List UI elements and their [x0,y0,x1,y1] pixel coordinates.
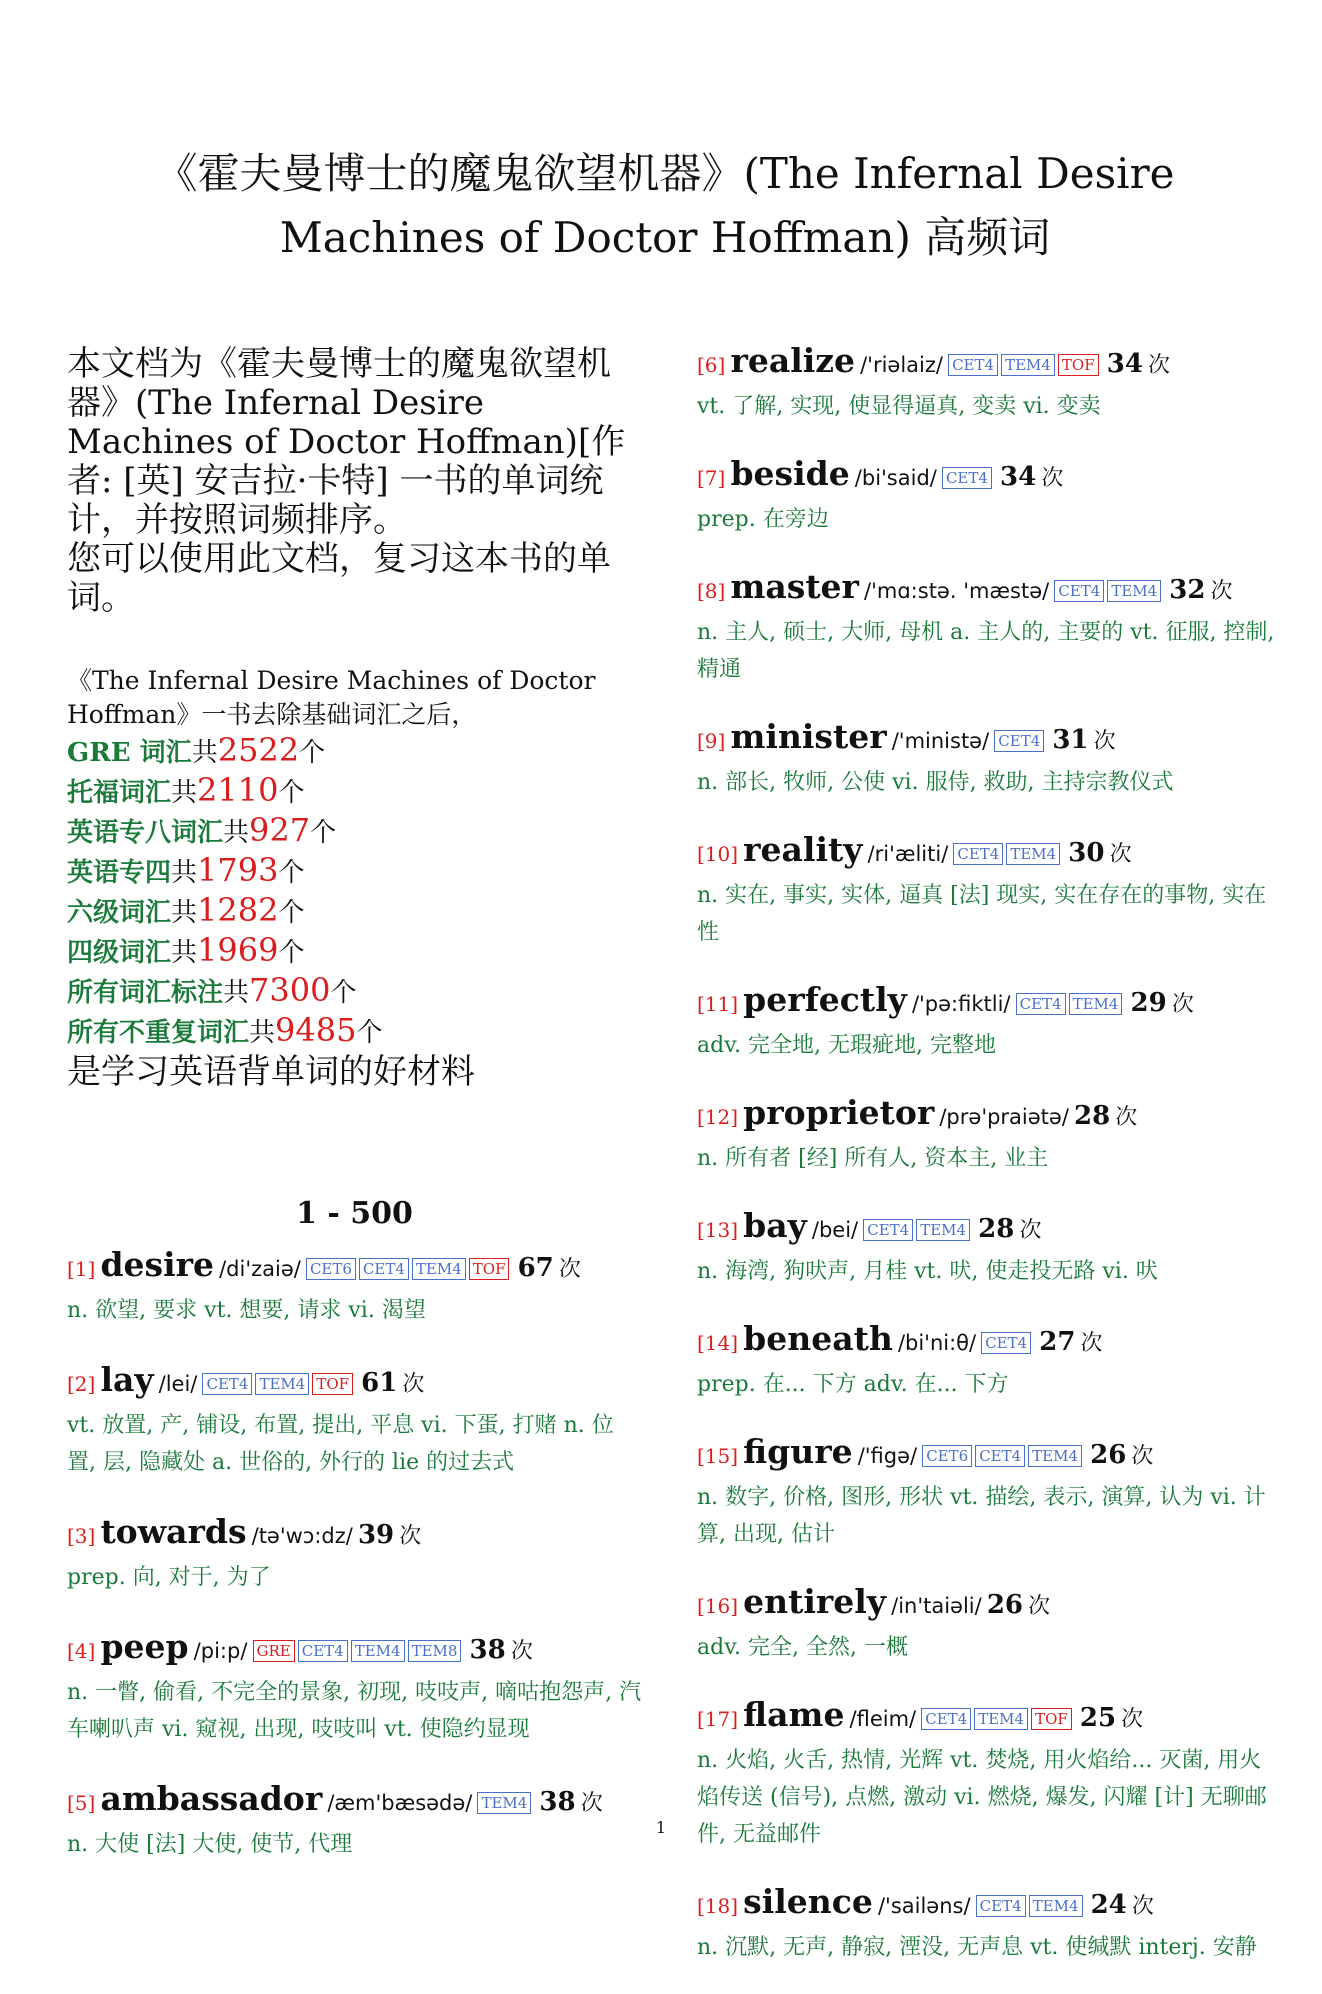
count-unit: 次 [1171,992,1194,1017]
entry-index: [3] [67,1524,96,1548]
entry-count: 61 [361,1368,398,1398]
level-tag: TOF [1058,354,1099,376]
stats-connector: 共 [171,778,198,808]
level-tag: TEM4 [1029,1895,1083,1917]
entry-index: [14] [697,1331,739,1355]
level-tag: TEM4 [351,1640,405,1662]
entry-head [697,453,1277,501]
intro-paragraph-1: 本文档为《霍夫曼博士的魔鬼欲望机器》(The Infernal Desire Machines of Doctor Hoffman)[作者: [英] 安吉拉·卡特] 一书的单词统计，并按照词频排序。 [67,344,626,540]
stats-unit: 个 [356,1018,383,1048]
entry-definition: n. 大使 [法] 大使, 使节, 代理 [67,1832,353,1857]
page-number: 1 [655,1818,667,1837]
entry-count: 38 [469,1635,506,1665]
entry-definition: prep. 在旁边 [697,507,829,532]
stats-number: 1969 [197,931,279,969]
intro-text [67,345,642,618]
stats-number: 2522 [217,731,300,769]
entry-count: 26 [1090,1440,1127,1470]
stats-number: 1793 [197,851,279,889]
stats-connector: 共 [249,1018,276,1048]
entry-count: 38 [539,1787,576,1817]
entry-index: [5] [67,1791,96,1815]
entry-count: 25 [1079,1703,1117,1733]
entry-pronunciation: /in'taiəli/ [891,1594,982,1618]
entry-word: beside [730,454,850,493]
entry-pronunciation: /tə'wɔ:dz/ [251,1524,353,1548]
entry-word: master [730,567,859,606]
entry-definition: adv. 完全地, 无瑕疵地, 完整地 [697,1033,996,1058]
count-unit: 次 [1148,353,1171,378]
stats-unit: 个 [278,898,305,928]
entry-count: 30 [1068,838,1105,868]
level-tag: CET4 [1016,993,1066,1015]
entry-definition: n. 所有者 [经] 所有人, 资本主, 业主 [697,1146,1049,1171]
right-entry-list [697,340,1277,1966]
entry-pronunciation: /bei/ [811,1218,859,1242]
level-tag: CET6 [922,1445,972,1467]
word-entry [697,1318,1277,1403]
level-tag: TEM4 [1028,1445,1082,1467]
stats-label: 四级词汇 [67,938,172,968]
entry-index: [9] [697,729,726,753]
count-unit: 次 [1080,1331,1103,1356]
vocab-stats [67,664,642,1092]
stats-label: GRE 词汇 [67,738,192,768]
entry-count: 26 [986,1590,1023,1620]
level-tag: TEM8 [408,1640,462,1662]
entry-pronunciation: /di'zaiə/ [219,1257,301,1281]
entry-pronunciation: /fleim/ [849,1707,917,1731]
entry-word: lay [100,1360,154,1399]
entry-head [697,340,1277,388]
word-entry [697,1881,1277,1966]
stats-number: 7300 [249,971,331,1009]
entry-pronunciation: /'pə:fiktli/ [911,992,1011,1016]
entry-head [67,1511,642,1559]
stats-row [67,1012,642,1052]
stats-row [67,892,642,932]
count-unit: 次 [1109,842,1132,867]
entry-definition: n. 部长, 牧师, 公使 vi. 服侍, 救助, 主持宗教仪式 [697,770,1174,795]
entry-index: [15] [697,1444,739,1468]
count-unit: 次 [399,1524,422,1549]
entry-head [697,1431,1277,1479]
entry-head [697,566,1277,614]
count-unit: 次 [1041,466,1064,491]
entry-head [697,1318,1277,1366]
entry-definition: n. 欲望, 要求 vt. 想要, 请求 vi. 渴望 [67,1298,426,1323]
word-entry [697,829,1277,951]
entry-count: 39 [357,1520,395,1550]
word-entry [697,716,1277,801]
page-title: 《霍夫曼博士的魔鬼欲望机器》(The Infernal Desire Machines of Doctor Hoffman) 高频词 [155,149,1175,262]
level-tag: CET4 [981,1332,1031,1354]
stats-unit: 个 [299,738,326,768]
stats-label: 所有不重复词汇 [67,1018,250,1048]
entry-head [67,1626,642,1674]
level-tag: TEM4 [1107,580,1161,602]
entry-word: ambassador [100,1779,323,1818]
entry-word: perfectly [743,980,907,1019]
entry-word: towards [100,1512,247,1551]
stats-connector: 共 [223,818,250,848]
count-unit: 次 [1115,1105,1138,1130]
level-tag: CET6 [306,1258,356,1280]
stats-rows [67,732,642,1052]
entry-index: [13] [697,1218,739,1242]
stats-connector: 共 [171,858,198,888]
entry-pronunciation: /bi'ni:θ/ [897,1331,977,1355]
word-entry [697,1581,1277,1666]
stats-connector: 共 [223,978,250,1008]
level-tag: CET4 [975,1445,1025,1467]
entry-definition: n. 海湾, 狗吠声, 月桂 vt. 吠, 使走投无路 vi. 吠 [697,1259,1158,1284]
entry-index: [18] [697,1894,739,1918]
count-unit: 次 [1131,1894,1154,1919]
stats-label: 英语专八词汇 [67,818,224,848]
level-tag: CET4 [202,1373,252,1395]
entry-pronunciation: /ri'æliti/ [867,842,949,866]
entry-definition: adv. 完全, 全然, 一概 [697,1635,908,1660]
level-tag: TEM4 [412,1258,466,1280]
level-tag: TOF [469,1258,510,1280]
entry-word: proprietor [743,1093,935,1132]
level-tag: TEM4 [1006,843,1060,865]
stats-label: 英语专四 [67,858,172,888]
entry-head [697,1205,1277,1253]
stats-connector: 共 [191,738,218,768]
level-tag: CET4 [359,1258,409,1280]
stats-number: 9485 [275,1011,357,1049]
entry-index: [1] [67,1257,96,1281]
entry-index: [11] [697,992,739,1016]
entry-pronunciation: /æm'bæsədə/ [327,1791,473,1815]
level-tag: GRE [253,1640,295,1662]
entry-pronunciation: /lei/ [158,1372,198,1396]
level-tag: TEM4 [974,1708,1028,1730]
entry-count: 67 [517,1253,554,1283]
stats-row [67,972,642,1012]
stats-row [67,732,642,772]
entry-pronunciation: /pi:p/ [193,1639,248,1663]
level-tag: TEM4 [477,1792,531,1814]
entry-definition: n. 火焰, 火舌, 热情, 光辉 vt. 焚烧, 用火焰给... 灭菌, 用火焰传送 (信号), 点燃, 激动 vi. 燃烧, 爆发, 闪耀 [计] 无聊邮件, 无益邮件 [697,1748,1267,1847]
word-entry [697,979,1277,1064]
entry-definition: n. 数字, 价格, 图形, 形状 vt. 描绘, 表示, 演算, 认为 vi. 计算, 出现, 估计 [697,1485,1266,1547]
entry-pronunciation: /'ministə/ [891,729,990,753]
stats-unit: 个 [278,938,305,968]
entry-definition: n. 主人, 硕士, 大师, 母机 a. 主人的, 主要的 vt. 征服, 控制, 精通 [697,620,1275,682]
entry-pronunciation: /'figə/ [857,1444,918,1468]
entry-word: beneath [743,1319,893,1358]
level-tag: CET4 [1054,580,1104,602]
word-entry [67,1626,642,1748]
count-unit: 次 [510,1639,533,1664]
stats-label: 六级词汇 [67,898,172,928]
word-entry [67,1511,642,1596]
range-heading: 1 - 500 [296,1196,413,1231]
level-tag: CET4 [863,1219,913,1241]
entry-count: 28 [978,1214,1015,1244]
entry-word: figure [743,1432,853,1471]
entry-head [697,979,1277,1027]
entry-pronunciation: /prə'praiətə/ [939,1105,1069,1129]
entry-head [697,716,1277,764]
level-tag: CET4 [994,730,1044,752]
word-entry [697,453,1277,538]
entry-count: 27 [1039,1327,1076,1357]
entry-word: realize [730,341,856,380]
level-tag: TEM4 [1001,354,1055,376]
level-tag: TOF [312,1373,353,1395]
word-entry [697,340,1277,425]
entry-count: 29 [1130,988,1167,1018]
entry-word: peep [100,1627,189,1666]
entry-index: [8] [697,579,726,603]
stats-row [67,932,642,972]
stats-connector: 共 [171,898,198,928]
left-column [67,345,642,1893]
stats-number: 1282 [197,891,279,929]
level-tag: TOF [1031,1708,1072,1730]
word-entry [697,1205,1277,1290]
stats-row [67,812,642,852]
count-unit: 次 [1131,1444,1154,1469]
entry-word: reality [743,830,863,869]
entry-head [67,1244,642,1292]
entry-head [697,1881,1277,1929]
entry-pronunciation: /bi'said/ [854,466,937,490]
entry-word: silence [743,1882,873,1921]
count-unit: 次 [558,1257,581,1282]
entry-index: [2] [67,1372,96,1396]
stats-unit: 个 [278,778,305,808]
entry-word: entirely [743,1582,887,1621]
entry-head [697,1092,1277,1140]
stats-label: 托福词汇 [67,778,172,808]
count-unit: 次 [1093,729,1116,754]
stats-number: 2110 [197,771,279,809]
entry-definition: prep. 向, 对于, 为了 [67,1565,271,1590]
entry-count: 32 [1169,575,1206,605]
stats-connector: 共 [171,938,198,968]
entry-count: 34 [1106,349,1143,379]
left-entry-list [67,1244,642,1863]
entry-definition: n. 一瞥, 偷看, 不完全的景象, 初现, 吱吱声, 嘀咕抱怨声, 汽车喇叭声 vi. 窥视, 出现, 吱吱叫 vt. 使隐约显现 [67,1680,642,1742]
stats-unit: 个 [278,858,305,888]
entry-pronunciation: /'riəlaiz/ [860,353,943,377]
entry-head [697,1581,1277,1629]
entry-word: desire [100,1245,215,1284]
stats-row [67,852,642,892]
level-tag: CET4 [921,1708,971,1730]
stats-row [67,772,642,812]
entry-word: bay [743,1206,807,1245]
stats-unit: 个 [330,978,357,1008]
stats-label: 所有词汇标注 [67,978,224,1008]
word-entry [67,1359,642,1481]
entry-index: [10] [697,842,739,866]
entry-index: [12] [697,1105,739,1129]
stats-closing: 是学习英语背单词的好材料 [67,1052,475,1092]
entry-count: 31 [1052,725,1089,755]
entry-definition: n. 实在, 事实, 实体, 逼真 [法] 现实, 实在存在的事物, 实在性 [697,883,1267,945]
count-unit: 次 [1210,579,1233,604]
right-column [697,340,1277,1994]
level-tag: TEM4 [255,1373,309,1395]
entry-index: [7] [697,466,726,490]
entry-head [697,1694,1277,1742]
entry-word: flame [743,1695,845,1734]
word-entry [697,566,1277,688]
count-unit: 次 [1028,1594,1051,1619]
count-unit: 次 [1121,1707,1144,1732]
count-unit: 次 [580,1791,603,1816]
entry-head [67,1359,642,1407]
entry-index: [6] [697,353,726,377]
count-unit: 次 [402,1372,425,1397]
entry-index: [4] [67,1639,96,1663]
entry-definition: vt. 放置, 产, 铺设, 布置, 提出, 平息 vi. 下蛋, 打赌 n. 位置, 层, 隐藏处 a. 世俗的, 外行的 lie 的过去式 [67,1413,614,1475]
level-tag: CET4 [948,354,998,376]
entry-definition: prep. 在... 下方 adv. 在... 下方 [697,1372,1009,1397]
entry-count: 24 [1090,1890,1127,1920]
word-entry [67,1244,642,1329]
level-tag: TEM4 [916,1219,970,1241]
entry-index: [17] [697,1707,739,1731]
level-tag: TEM4 [1069,993,1123,1015]
entry-count: 34 [1000,462,1037,492]
entry-head [697,829,1277,877]
stats-number: 927 [249,811,311,849]
level-tag: CET4 [953,843,1003,865]
level-tag: CET4 [976,1895,1026,1917]
entry-index: [16] [697,1594,739,1618]
level-tag: CET4 [942,467,992,489]
entry-count: 28 [1074,1101,1111,1131]
level-tag: CET4 [298,1640,348,1662]
entry-pronunciation: /'mɑ:stə. 'mæstə/ [864,579,1050,603]
stats-unit: 个 [310,818,337,848]
stats-lead: 《The Infernal Desire Machines of Doctor Hoffman》一书去除基础词汇之后， [67,666,596,729]
count-unit: 次 [1019,1218,1042,1243]
word-entry [697,1431,1277,1553]
entry-definition: n. 沉默, 无声, 静寂, 湮没, 无声息 vt. 使缄默 interj. 安静 [697,1935,1257,1960]
word-entry [697,1092,1277,1177]
entry-definition: vt. 了解, 实现, 使显得逼真, 变卖 vi. 变卖 [697,394,1101,419]
intro-paragraph-2: 您可以使用此文档，复习这本书的单词。 [67,539,611,618]
entry-pronunciation: /'sailəns/ [877,1894,971,1918]
entry-word: minister [730,717,887,756]
